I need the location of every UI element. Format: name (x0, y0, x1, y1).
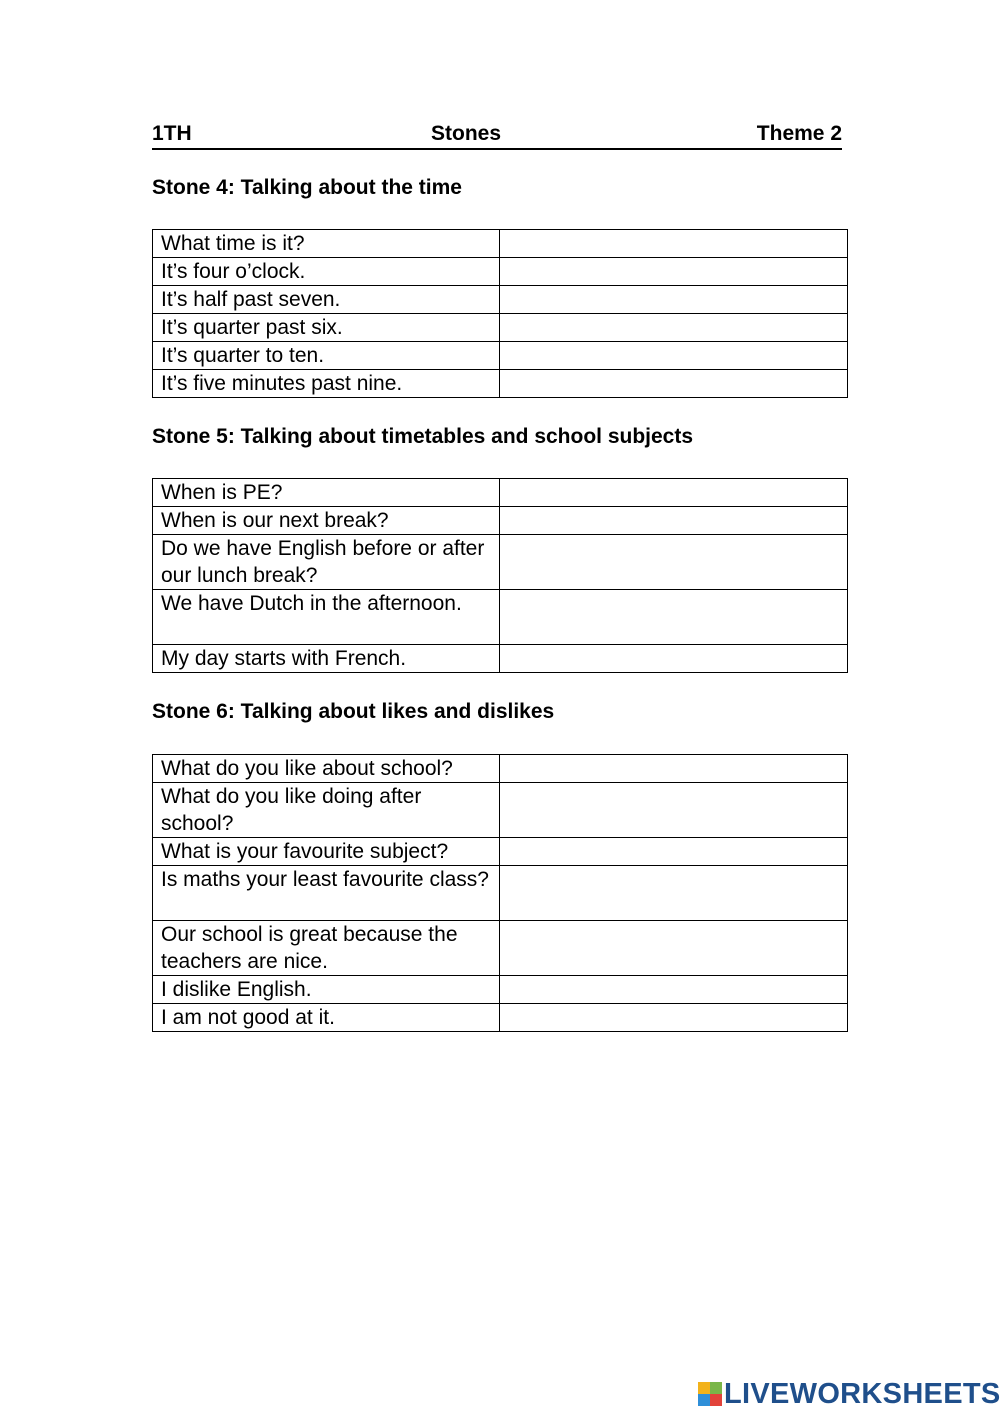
table-row (153, 479, 848, 507)
table-row (153, 535, 848, 590)
answer-cell[interactable] (500, 370, 848, 398)
question-cell: My day starts with French. (153, 645, 500, 673)
question-cell: Our school is great because the teachers are nice. (153, 921, 500, 976)
question-cell: When is our next break? (153, 507, 500, 535)
question-cell: It’s quarter to ten. (153, 342, 500, 370)
answer-cell[interactable] (500, 507, 848, 535)
answer-cell[interactable] (500, 258, 848, 286)
answer-cell[interactable] (500, 921, 848, 976)
stone-6-table (152, 754, 848, 1032)
grade-label: 1TH (152, 122, 192, 145)
question-cell: I dislike English. (153, 976, 500, 1004)
answer-cell[interactable] (500, 479, 848, 507)
table-row (153, 370, 848, 398)
section-title-stone-4: Stone 4: Talking about the time (152, 176, 462, 199)
table-row (153, 783, 848, 838)
table-row (153, 866, 848, 921)
logo-text: LIVEWORKSHEETS (724, 1377, 1000, 1410)
answer-cell[interactable] (500, 866, 848, 921)
answer-cell[interactable] (500, 783, 848, 838)
table-row (153, 645, 848, 673)
answer-cell[interactable] (500, 535, 848, 590)
answer-cell[interactable] (500, 314, 848, 342)
question-cell: When is PE? (153, 479, 500, 507)
question-cell: What is your favourite subject? (153, 838, 500, 866)
answer-cell[interactable] (500, 230, 848, 258)
stone-5-table (152, 478, 848, 673)
section-title-stone-5: Stone 5: Talking about timetables and school subjects (152, 425, 694, 448)
table-row (153, 314, 848, 342)
table-row (153, 838, 848, 866)
table-row (153, 755, 848, 783)
question-cell: What do you like about school? (153, 755, 500, 783)
liveworksheets-logo[interactable] (698, 1378, 1000, 1410)
stone-4-table (152, 229, 848, 398)
table-row (153, 258, 848, 286)
answer-cell[interactable] (500, 645, 848, 673)
question-cell: We have Dutch in the afternoon. (153, 590, 500, 645)
question-cell: Is maths your least favourite class? (153, 866, 500, 921)
table-row (153, 230, 848, 258)
theme-label: Theme 2 (756, 122, 842, 145)
section-title-stone-6: Stone 6: Talking about likes and dislikes (152, 700, 555, 723)
table-row (153, 507, 848, 535)
answer-cell[interactable] (500, 342, 848, 370)
logo-square-icon (698, 1382, 710, 1394)
table-row (153, 590, 848, 645)
question-cell: I am not good at it. (153, 1004, 500, 1032)
answer-cell[interactable] (500, 755, 848, 783)
worksheet-header (152, 118, 842, 150)
table-row (153, 1004, 848, 1032)
table-row (153, 286, 848, 314)
table-row (153, 976, 848, 1004)
question-cell: It’s four o’clock. (153, 258, 500, 286)
table-row (153, 921, 848, 976)
question-cell: What time is it? (153, 230, 500, 258)
question-cell: It’s quarter past six. (153, 314, 500, 342)
question-cell: It’s half past seven. (153, 286, 500, 314)
answer-cell[interactable] (500, 286, 848, 314)
table-row (153, 342, 848, 370)
answer-cell[interactable] (500, 838, 848, 866)
answer-cell[interactable] (500, 1004, 848, 1032)
answer-cell[interactable] (500, 976, 848, 1004)
question-cell: What do you like doing after school? (153, 783, 500, 838)
answer-cell[interactable] (500, 590, 848, 645)
logo-square-icon (698, 1394, 710, 1406)
worksheet-title: Stones (431, 122, 502, 145)
question-cell: Do we have English before or after our lunch break? (153, 535, 500, 590)
logo-square-icon (710, 1382, 722, 1394)
liveworksheets-logo-icon (698, 1382, 722, 1406)
logo-square-icon (710, 1394, 722, 1406)
question-cell: It’s five minutes past nine. (153, 370, 500, 398)
